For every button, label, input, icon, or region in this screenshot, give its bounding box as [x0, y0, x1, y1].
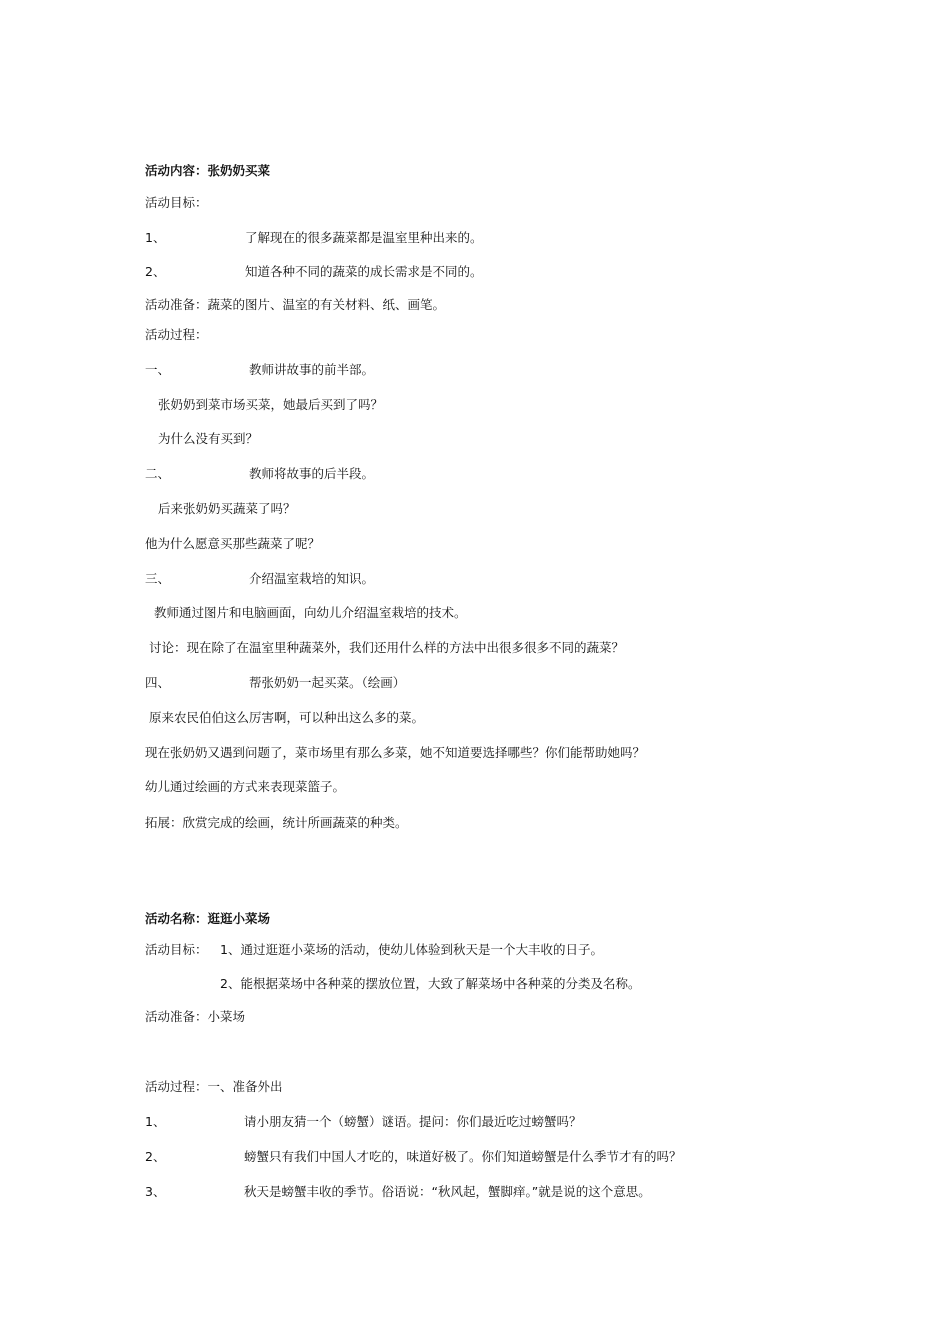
- goal2-number: 2、: [145, 264, 166, 279]
- step4-paragraph2: 现在张奶奶又遇到问题了，菜市场里有那么多菜，她不知道要选择哪些？你们能帮助她吗？: [145, 745, 646, 760]
- step2-number: 二、: [145, 466, 171, 481]
- section2-goal2: 2、能根据菜场中各种菜的摆放位置，大致了解菜场中各种菜的分类及名称。: [220, 976, 641, 991]
- step1-question2: 为什么没有买到？: [158, 431, 259, 446]
- step4-paragraph3: 幼儿通过绘画的方式来表现菜篮子。: [145, 779, 346, 794]
- step2-question2: 他为什么愿意买那些蔬菜了呢？: [145, 536, 321, 551]
- step1-text: 教师讲故事的前半部。: [249, 362, 375, 377]
- step3-number: 三、: [145, 571, 171, 586]
- section2-step2-number: 2、: [145, 1149, 166, 1164]
- section2-goal-label: 活动目标：: [145, 942, 208, 957]
- section2-process: 活动过程：一、准备外出: [145, 1079, 283, 1094]
- step4-text: 帮张奶奶一起买菜。（绘画）: [249, 675, 406, 690]
- section2-step2-text: 螃蟹只有我们中国人才吃的，味道好极了。你们知道螃蟹是什么季节才有的吗？: [244, 1149, 682, 1164]
- step2-text: 教师将故事的后半段。: [249, 466, 375, 481]
- section1-goal-label: 活动目标：: [145, 195, 208, 210]
- section2-goal1: 1、通过逛逛小菜场的活动，使幼儿体验到秋天是一个大丰收的日子。: [220, 942, 603, 957]
- goal1-text: 了解现在的很多蔬菜都是温室里种出来的。: [245, 230, 483, 245]
- step1-number: 一、: [145, 362, 171, 377]
- step3-paragraph1: 教师通过图片和电脑画面，向幼儿介绍温室栽培的技术。: [154, 605, 467, 620]
- step3-text: 介绍温室栽培的知识。: [249, 571, 375, 586]
- goal1-number: 1、: [145, 230, 166, 245]
- section2-title: 活动名称：逛逛小菜场: [145, 911, 271, 926]
- section1-title: 活动内容：张奶奶买菜: [145, 163, 271, 178]
- section2-step1-text: 请小朋友猜一个（螃蟹）谜语。提问：你们最近吃过螃蟹吗？: [244, 1114, 582, 1129]
- section2-step3-number: 3、: [145, 1184, 166, 1199]
- section2-prep: 活动准备：小菜场: [145, 1009, 246, 1024]
- section2-step1-number: 1、: [145, 1114, 166, 1129]
- step1-question1: 张奶奶到菜市场买菜，她最后买到了吗？: [158, 397, 384, 412]
- step4-number: 四、: [145, 675, 171, 690]
- section1-prep: 活动准备：蔬菜的图片、温室的有关材料、纸、画笔。: [145, 297, 446, 312]
- section1-extension: 拓展：欣赏完成的绘画，统计所画蔬菜的种类。: [145, 815, 408, 830]
- step4-paragraph1: 原来农民伯伯这么厉害啊，可以种出这么多的菜。: [149, 710, 425, 725]
- step2-question1: 后来张奶奶买蔬菜了吗？: [158, 501, 296, 516]
- section2-step3-text: 秋天是螃蟹丰收的季节。俗语说：“秋风起，蟹脚痒。”就是说的这个意思。: [244, 1184, 651, 1199]
- step3-paragraph2: 讨论：现在除了在温室里种蔬菜外，我们还用什么样的方法中出很多很多不同的蔬菜？: [149, 640, 625, 655]
- section1-process-label: 活动过程：: [145, 327, 208, 342]
- goal2-text: 知道各种不同的蔬菜的成长需求是不同的。: [245, 264, 483, 279]
